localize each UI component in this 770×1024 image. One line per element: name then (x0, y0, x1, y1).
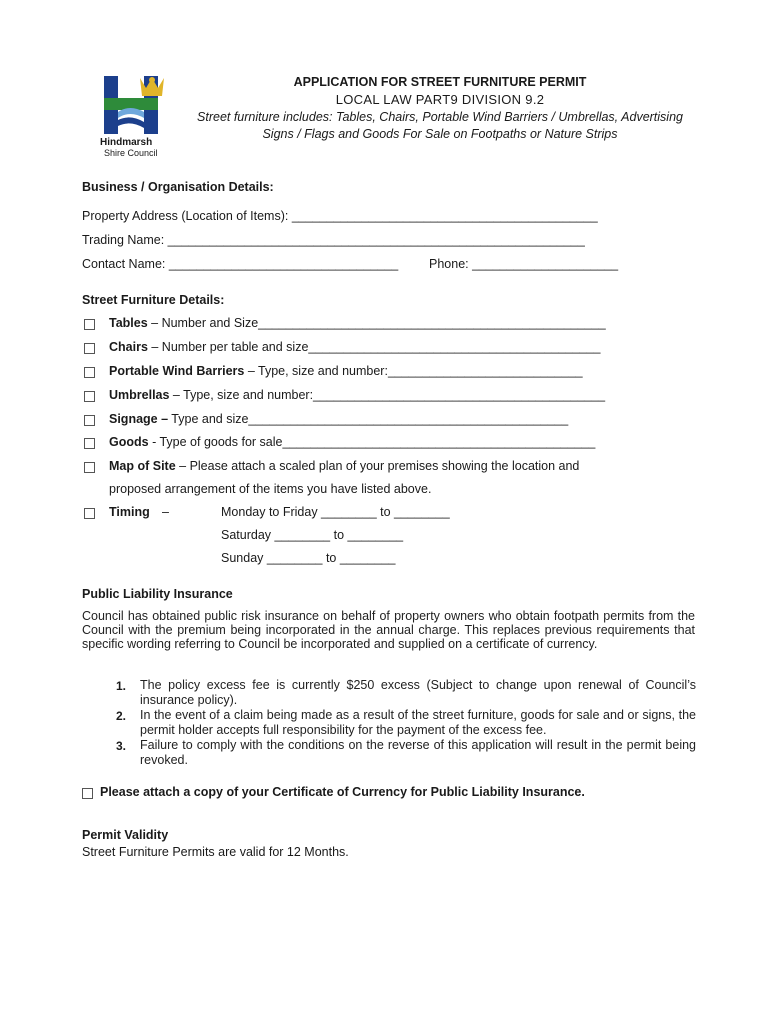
wind-barriers-item[interactable] (109, 364, 583, 378)
point-text: Failure to comply with the conditions on the reverse of this application will result in the permit being revoked. (140, 738, 696, 767)
tables-item[interactable] (109, 316, 606, 330)
item-label: Tables (109, 316, 148, 330)
property-address-field[interactable]: Property Address (Location of Items): ____________________________________________ (82, 209, 598, 223)
timing-label (109, 505, 150, 519)
item-label: Goods (109, 435, 149, 449)
validity-text: Street Furniture Permits are valid for 12 Months. (82, 845, 349, 859)
wind-barriers-checkbox[interactable] (84, 367, 95, 378)
timing-checkbox[interactable] (84, 508, 95, 519)
item-label: Portable Wind Barriers (109, 364, 245, 378)
business-heading: Business / Organisation Details: (82, 180, 274, 194)
logo-subname: Shire Council (104, 148, 158, 158)
timing-saturday-field[interactable]: Saturday ________ to ________ (221, 528, 404, 542)
point-number: 3. (116, 739, 127, 753)
goods-item[interactable] (109, 435, 595, 449)
goods-checkbox[interactable] (84, 438, 95, 449)
item-text: – Number per table and size__________________________________________ (147, 340, 601, 354)
map-of-site-checkbox[interactable] (84, 462, 95, 473)
timing-dash: – (162, 505, 169, 519)
chairs-checkbox[interactable] (84, 343, 95, 354)
timing-sunday-field[interactable]: Sunday ________ to ________ (221, 551, 396, 565)
umbrellas-checkbox[interactable] (84, 391, 95, 402)
furniture-heading: Street Furniture Details: (82, 293, 225, 307)
point-text: The policy excess fee is currently $250 excess (Subject to change upon renewal of Council’s insurance policy). (140, 678, 696, 707)
item-text: - Type of goods for sale_____________________________________________ (148, 435, 596, 449)
contact-name-field[interactable]: Contact Name: _________________________________ (82, 257, 399, 271)
timing-label-text: Timing (109, 505, 150, 519)
item-label: Signage – (109, 412, 169, 426)
umbrellas-item[interactable] (109, 388, 605, 402)
validity-heading: Permit Validity (82, 828, 169, 842)
insurance-paragraph: Council has obtained public risk insurance on behalf of property owners who obtain footpath permits from the Council with the premium being incorporated in the annual charge. This replaces previous requirements that specific wording referring to Council be incorporated and supplied on a certificate of currency. (82, 609, 695, 651)
form-subtitle: LOCAL LAW PART9 DIVISION 9.2 (335, 92, 545, 107)
map-of-site-item[interactable] (109, 459, 579, 473)
item-text: – Type, size and number:____________________________ (244, 364, 583, 378)
form-description: Street furniture includes: Tables, Chairs, Portable Wind Barriers / Umbrellas, Advertising Signs / Flags and Goods For Sale on Footpaths or Nature Strips (197, 110, 683, 141)
insurance-heading: Public Liability Insurance (82, 587, 233, 601)
certificate-note: Please attach a copy of your Certificate of Currency for Public Liability Insurance. (100, 785, 585, 799)
tables-checkbox[interactable] (84, 319, 95, 330)
item-text: Type and size______________________________________________ (168, 412, 569, 426)
item-text: – Please attach a scaled plan of your premises showing the location and (175, 459, 580, 473)
point-number: 1. (116, 679, 127, 693)
timing-weekday-field[interactable]: Monday to Friday ________ to ________ (221, 505, 450, 519)
signage-item[interactable] (109, 412, 568, 426)
item-text: – Type, size and number:__________________________________________ (169, 388, 606, 402)
item-text: – Number and Size__________________________________________________ (147, 316, 606, 330)
signage-checkbox[interactable] (84, 415, 95, 426)
logo-name: Hindmarsh (100, 137, 153, 148)
certificate-checkbox[interactable] (82, 788, 93, 799)
item-label: Map of Site (109, 459, 176, 473)
form-title: APPLICATION FOR STREET FURNITURE PERMIT (293, 75, 587, 89)
map-of-site-line2: proposed arrangement of the items you have listed above. (109, 482, 432, 496)
chairs-item[interactable] (109, 340, 600, 354)
trading-name-field[interactable]: Trading Name: ____________________________________________________________ (82, 233, 585, 247)
point-text: In the event of a claim being made as a result of the street furniture, goods for sale and or signs, the permit holder accepts full responsibility for the payment of the excess fee. (140, 708, 696, 737)
item-label: Umbrellas (109, 388, 170, 402)
point-number: 2. (116, 709, 127, 723)
item-label: Chairs (109, 340, 148, 354)
phone-field[interactable]: Phone: _____________________ (429, 257, 619, 271)
